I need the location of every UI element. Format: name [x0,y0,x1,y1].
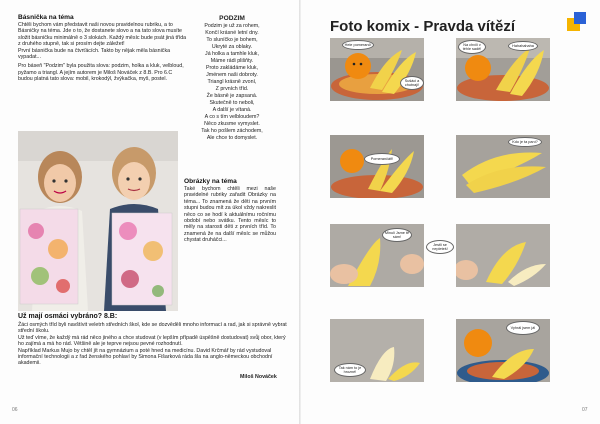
poem-line: Že básně je zapsaná. [206,93,258,99]
poem-title: PODZIM [219,15,245,22]
page-fold [299,0,301,424]
paragraph: Žáci osmých tříd byli navštívit veletrh středních škol, kde se dozvěděli mnoho informací a rad, jak si správně vybrat střední školu. [18,322,287,335]
paragraph: Už teď víme, že každý má rád něco jiného a chce studovat (v lepším případě úspěšně dostudovat) svůj obor, který ho zajímá a má ho rád. Většině ale je teprve nejsou pevné rozhodnutí. [18,334,286,348]
comic-title: Foto komix - Pravda vítězí [330,18,516,35]
paragraph: Pro báseň "Podzim" byla použita slova: podzim, holka a kluk, velbloud, pyžamo a triangl. A jejím autorem je Miloš Nováček z 8.B. Pro 6.C budou platná tato slova: mobil, krokodýl, žvýkačka, myš, postel. [18,63,184,83]
page-number-right: 07 [582,407,588,413]
poem-line: Tak ho pošlem záchodem, [201,128,263,134]
speech-bubble: Minuli Jsme tě sám! [382,228,412,242]
poem-podzim [194,14,270,142]
poem-line: Něco zkusme vymyslet. [204,121,260,127]
poem-line: Triangl krásně zvoní, [207,79,257,85]
comic-panel-8 [456,319,550,382]
poem-line: Ale chce to domyslet. [206,135,258,141]
poem-line: Z prvních tříd. [215,86,249,92]
logo-square-blue [574,12,586,24]
paragraph: Chtěli bychom vám představit naši novou pravidelnou rubriku, a to Básničky na téma. Jde o to, že dostanete slovo a na tato slova musíte složit básničku minimálně o 3 slokách. Každý měsíc bude psát jiná třída z druhého stupně, tak si prosím dejte záležet! [18,22,187,48]
speech-bubble: Kdo je ta paní? [508,137,542,147]
poem-line: Máme rádi plišňty. [210,58,254,64]
comic-panel-6 [456,224,550,287]
poem-line: Jménem naši dobroty. [206,72,258,78]
speech-bubble: Tak nám to je hrozné! [334,363,366,377]
section-basnicka-text [18,22,188,83]
page-number-left: 06 [12,407,18,413]
poem-line: Skutečně to neboli, [209,100,255,106]
paragraph: První básnička bude na čtvrťácích. Takto by nějak měla básnička vypadat... [18,47,171,61]
speech-bubble: Hahahahaha [508,41,538,51]
poem-lines [194,23,270,142]
speech-bubble: Hele pomeranč! [342,40,374,50]
comic-panel-7 [330,319,424,382]
section-title-osmaci: Už mají osmáci vybráno? 8.B: [18,313,118,320]
comic-panel-4 [456,135,550,198]
poem-line: A co s tím velbloudem? [204,114,260,120]
poem-line: Proto zakládáme kluk, [205,65,259,71]
speech-bubble: Pomerančáři! [364,153,400,165]
section-title-basnicka: Básnička na téma [18,14,74,21]
poem-line: To sluníčko je bohem, [206,37,258,43]
speech-bubble: Vyhrál jsem já! [506,321,540,335]
author-signature: Miloš Nováček [240,374,277,380]
section-obrazky-text: Také bychom chtěli mezi naše pravidelné rubriky zařadit Obrázky na téma... To znamená že děti na prvním stupni budou mít za úkol vždy nakreslit něco co se hodí k aktuálnímu ročnímu období nebo svátku. Tento měsíc to měly na starosti děti z prvních tříd. To znamená že na další měsíc se můžou chystat druháčci... [184,186,276,244]
section-title-obrazky: Obrázky na téma [184,178,237,185]
photo-children-drawings [18,131,178,311]
paragraph: Například Markus Mujo by chtěl jít na gymnázium a poté hned na medicínu. David Krčmář by rád vystudoval informační technologii a z řad ženského pohlaví by Simona Fišarková ráda šla na anglo-německou obchodní akademii. [18,347,273,367]
poem-line: A další je vítaná. [212,107,252,113]
section-osmaci-text [18,322,288,367]
speech-bubble: Sušáci a chutnají! [400,76,424,90]
comic-panel-3 [330,135,424,198]
poem-line: Ukryté za oblaky. [211,44,253,50]
comic-panel-5 [330,224,424,287]
poem-line: Podzim je už za rohem, [204,23,260,29]
speech-bubble: Na chvíli v téhle sadě! [458,40,486,54]
comic-panel-2 [456,38,550,101]
poem-line: Končí krásné letní dny. [205,30,259,36]
comic-panel-1 [330,38,424,101]
speech-bubble: Jestli se nepleteš! [426,240,454,254]
poem-line: Já holka a tamhle kluk, [205,51,259,57]
